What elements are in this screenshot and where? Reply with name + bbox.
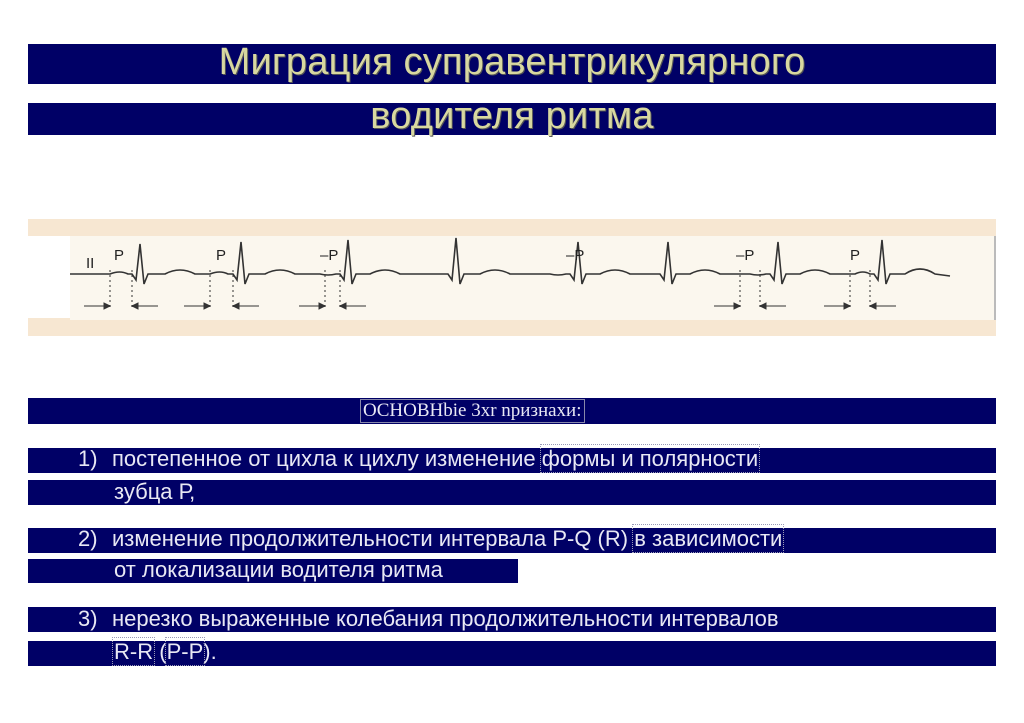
item-2-highlight: в зависимости — [634, 526, 783, 551]
item-1-number: 1) — [78, 446, 98, 471]
ecg-band-top — [28, 219, 996, 236]
item-2-number: 2) — [78, 526, 98, 551]
item-3-rr: R-R — [114, 639, 154, 664]
ecg-p-label: –P — [566, 247, 585, 264]
ecg-p-label: –P — [320, 247, 339, 264]
item-3-pp: P-P — [166, 639, 204, 664]
ecg-p-label: P — [850, 247, 861, 264]
item-1-highlight: формы и полярности — [541, 446, 759, 471]
item-2-text: изменение продолжительности интервала P-Q (R) — [112, 526, 635, 551]
item-3-text: нерезко выраженные колебания продолжительности интервалов — [112, 606, 779, 631]
item-1-line-2: зубца Р, — [114, 479, 196, 504]
ecg-p-label: P — [216, 247, 227, 264]
slide-title-line-1: Миграция суправентрикулярного — [218, 41, 806, 83]
ecg-p-label: P — [114, 247, 125, 264]
subheading: ОCHOBHbie 3xr nризнахи: — [360, 399, 585, 423]
item-1-line-1 — [78, 447, 758, 471]
item-3-number: 3) — [78, 606, 98, 631]
ecg-lead-label: II — [86, 255, 95, 272]
item-3-line-2: R-R (P-P). — [114, 639, 217, 664]
ecg-band-bottom — [28, 318, 996, 336]
slide-title-line-2: водителя ритма — [370, 95, 654, 137]
item-2-line-2: от локализации водителя ритма — [114, 557, 443, 582]
ecg-p-label: –P — [736, 247, 755, 264]
item-1-text: постепенное от цихла к цихлу изменение — [112, 446, 542, 471]
ecg-figure — [70, 236, 996, 320]
ecg-waveform — [70, 238, 950, 284]
item-3-line-1 — [78, 607, 779, 631]
item-3-end: ). — [203, 639, 217, 664]
item-2-line-1 — [78, 527, 782, 551]
